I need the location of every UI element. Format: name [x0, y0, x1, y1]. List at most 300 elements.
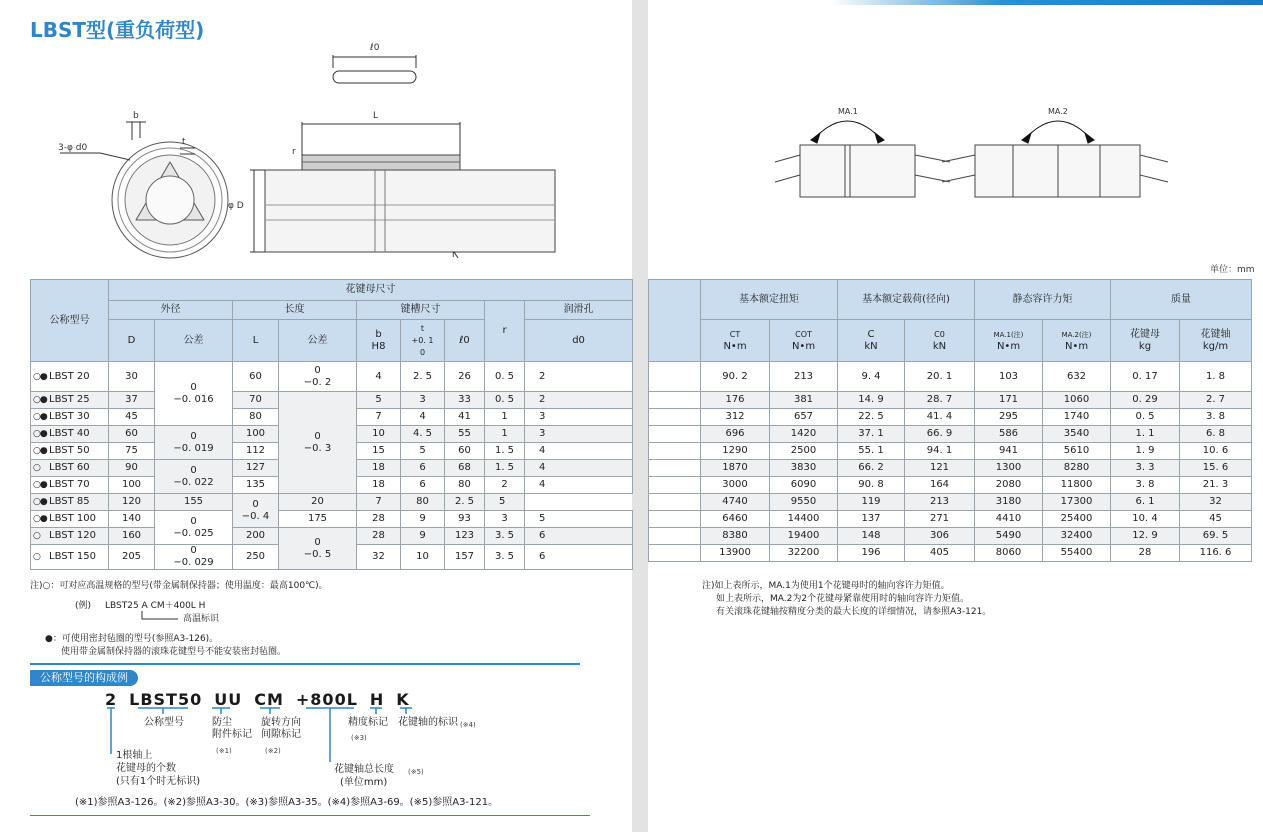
- cell-cot: 9550: [770, 494, 838, 511]
- cell-D: 90: [109, 460, 155, 477]
- header-t-1: t: [420, 323, 425, 333]
- table-row: [31, 392, 633, 409]
- cell-c0: 213: [905, 494, 975, 511]
- cell-tol-L: [279, 392, 357, 494]
- header-D: D: [109, 320, 155, 362]
- header-tol-D: 公差: [155, 320, 233, 362]
- table-row: [649, 460, 1252, 477]
- cell-c: 9. 4: [838, 362, 905, 392]
- page-title: LBST型(重负荷型): [30, 18, 205, 42]
- cell-tol-D-upper: 0: [190, 464, 197, 476]
- cell-c0: 94. 1: [905, 443, 975, 460]
- label-phiD: φ D: [228, 201, 244, 211]
- cell-nut: 1. 1: [1111, 426, 1180, 443]
- cell-ct: 4740: [701, 494, 770, 511]
- cell-c0: 66. 9: [905, 426, 975, 443]
- cell-D: 140: [109, 511, 155, 528]
- cell-cot: 32200: [770, 545, 838, 562]
- label-rot-2: 间隙标记: [261, 729, 301, 740]
- cell-c0: 306: [905, 528, 975, 545]
- header-torque: 基本额定扭矩: [701, 280, 838, 320]
- cell-tol-D-upper: 0: [190, 545, 197, 556]
- cell-D: 120: [109, 494, 155, 511]
- cell-L: 60: [233, 362, 279, 392]
- label-length-1: 花键轴总长度: [334, 764, 394, 775]
- cell-l0: 55: [445, 426, 485, 443]
- cell-d0: 2: [525, 362, 633, 392]
- cell-ma2: 1060: [1043, 392, 1111, 409]
- model-cell: [31, 443, 109, 460]
- label-ma1: MA.1: [838, 107, 858, 116]
- header-moment: 静态容许力矩: [975, 280, 1111, 320]
- table-row: [31, 528, 633, 545]
- header-tol-L: 公差: [279, 320, 357, 362]
- cell-b: 32: [357, 545, 401, 570]
- moment-a2-nut-2: [1058, 145, 1140, 197]
- cell-tol-D: [155, 545, 233, 570]
- cell-b: 18: [357, 477, 401, 494]
- header-lube-hole: 润滑孔: [525, 301, 633, 320]
- label-d0: 3-φ d0: [58, 143, 88, 153]
- cell-D: 60: [109, 426, 155, 443]
- table-row: [31, 494, 633, 511]
- cell-ct: 312: [701, 409, 770, 426]
- cell-tol-L-upper: 0: [314, 430, 321, 442]
- cell-b: 5: [357, 392, 401, 409]
- cell-ct: 13900: [701, 545, 770, 562]
- header-ct: [701, 320, 770, 362]
- cell-d0: 3: [525, 426, 633, 443]
- cell-ct: 6460: [701, 511, 770, 528]
- cell-r: 1: [485, 426, 525, 443]
- cell-tol-D-lower: −0. 025: [173, 527, 214, 539]
- header-ma1-2: N•m: [996, 340, 1021, 352]
- cell-ct: 3000: [701, 477, 770, 494]
- cell-tol-D-lower: −0. 022: [173, 476, 214, 488]
- cell-c: 90. 8: [838, 477, 905, 494]
- cell-tol-D-upper: 0: [190, 515, 197, 527]
- label-dust-2: 附件标记: [212, 729, 252, 740]
- note-ma1: 注)如上表所示，MA.1为使用1个花键母时的轴向容许力矩值。: [702, 581, 950, 591]
- cell-D: 45: [109, 409, 155, 426]
- cell-c: 22. 5: [838, 409, 905, 426]
- header-ma1: [975, 320, 1043, 362]
- label-prec: 精度标记: [348, 717, 388, 728]
- cell-d0: 4: [525, 477, 633, 494]
- cell-t: 6: [401, 460, 445, 477]
- cell-t: 2. 5: [401, 362, 445, 392]
- header-L: L: [233, 320, 279, 362]
- cell-blank: [649, 409, 701, 426]
- cell-ma1: 1300: [975, 460, 1043, 477]
- cell-c0: 20. 1: [905, 362, 975, 392]
- header-shaft-mass-2: kg/m: [1202, 340, 1229, 352]
- cell-tol-L-lower: −0. 2: [303, 376, 332, 388]
- model-mark: ○: [33, 463, 40, 473]
- header-outer-diameter: 外径: [109, 301, 233, 320]
- cell-ma1: 4410: [975, 511, 1043, 528]
- cell-b: 15: [357, 443, 401, 460]
- cell-d0: 5: [525, 511, 633, 528]
- cell-c0: 41. 4: [905, 409, 975, 426]
- cell-nut: 1. 9: [1111, 443, 1180, 460]
- table-row: [649, 362, 1252, 392]
- cell-shaft: 3. 8: [1180, 409, 1252, 426]
- table-row: [649, 392, 1252, 409]
- cell-nut: 0. 29: [1111, 392, 1180, 409]
- section-rule: [30, 663, 580, 665]
- cell-tol-L: [279, 362, 357, 392]
- cell-tol-L-lower: −0. 5: [303, 548, 332, 560]
- code-dust: UU: [214, 690, 243, 709]
- header-t-3: 0: [419, 347, 426, 357]
- cell-c0: 121: [905, 460, 975, 477]
- cell-l0: 41: [445, 409, 485, 426]
- cell-t: 7: [357, 494, 401, 511]
- note-ma2: 如上表所示，MA.2为2个花键母紧靠使用时的轴向容许力矩值。: [716, 594, 970, 604]
- moment-a2-nut-1: [975, 145, 1058, 197]
- model-mark: ○●: [33, 429, 47, 439]
- header-ct-2: N•m: [723, 340, 747, 352]
- model-cell: [31, 426, 109, 443]
- cell-ct: 1290: [701, 443, 770, 460]
- header-nut-mass-2: kg: [1138, 340, 1152, 352]
- cell-nut: 6. 1: [1111, 494, 1180, 511]
- label-shaft-2: (※4): [460, 721, 476, 729]
- header-c0-1: C0: [934, 329, 945, 339]
- cell-ma2: 17300: [1043, 494, 1111, 511]
- cell-shaft: 1. 8: [1180, 362, 1252, 392]
- bottom-rule: [30, 815, 590, 816]
- cell-ma2: 55400: [1043, 545, 1111, 562]
- cell-blank: [649, 443, 701, 460]
- cell-D: 30: [109, 362, 155, 392]
- cell-L: 70: [233, 392, 279, 409]
- model-cell: [31, 545, 109, 570]
- note-example-code: LBST25 A CM＋400L H: [105, 601, 206, 611]
- cell-L: 200: [233, 528, 279, 545]
- cell-L: 250: [233, 545, 279, 570]
- cell-d0: 2: [525, 392, 633, 409]
- model-cell: [31, 528, 109, 545]
- cell-ma1: 3180: [975, 494, 1043, 511]
- cell-b: 28: [357, 528, 401, 545]
- cell-c: 66. 2: [838, 460, 905, 477]
- cell-t: 3: [401, 392, 445, 409]
- cell-t: 5: [401, 443, 445, 460]
- code-qty: 2: [105, 690, 118, 709]
- cell-ct: 90. 2: [701, 362, 770, 392]
- label-qty-3: (只有1个时无标识): [116, 776, 201, 787]
- header-mass: 质量: [1111, 280, 1252, 320]
- model-name: LBST 30: [49, 411, 90, 422]
- header-cot-2: N•m: [791, 340, 816, 352]
- header-shaft-mass: [1180, 320, 1252, 362]
- table-row: [649, 426, 1252, 443]
- note-seal-2: 使用带金属制保持器的滚珠花键型号不能安装密封毡圈。: [61, 647, 287, 657]
- cell-ma1: 5490: [975, 528, 1043, 545]
- header-b: [357, 320, 401, 362]
- cell-blank: [649, 392, 701, 409]
- cell-ma1: 171: [975, 392, 1043, 409]
- cell-ma1: 2080: [975, 477, 1043, 494]
- cell-tol-D: [155, 511, 233, 545]
- cell-D: 37: [109, 392, 155, 409]
- cell-d0: 4: [525, 443, 633, 460]
- cell-l0: 26: [445, 362, 485, 392]
- header-t-2: +0. 1: [411, 335, 434, 345]
- dimension-table: [30, 279, 633, 570]
- cell-c: 14. 9: [838, 392, 905, 409]
- label-length-1b: (※5): [408, 768, 424, 776]
- model-cell: [31, 477, 109, 494]
- cell-cot: 381: [770, 392, 838, 409]
- cell-tol-L: [233, 494, 279, 528]
- key-shape: [333, 71, 416, 83]
- header-d0: d0: [525, 320, 633, 362]
- cell-l0: 93: [445, 511, 485, 528]
- cell-ma1: 586: [975, 426, 1043, 443]
- label-qty-2: 花键母的个数: [116, 763, 176, 774]
- cell-r: 1. 5: [485, 443, 525, 460]
- cell-l0: 80: [401, 494, 445, 511]
- cell-tol-L-lower: −0. 4: [241, 510, 270, 522]
- header-c-2: kN: [864, 340, 878, 352]
- nut-body: [265, 170, 555, 252]
- cell-r: 0. 5: [485, 362, 525, 392]
- reference-list: (※1)参照A3-126。(※2)参照A3-30。(※3)参照A3-35。(※4)参照A3-69。(※5)参照A3-121。: [75, 797, 499, 808]
- cell-c: 148: [838, 528, 905, 545]
- model-mark: ○●: [33, 446, 47, 456]
- cell-c0: 405: [905, 545, 975, 562]
- label-L: L: [373, 111, 379, 121]
- cell-D: 75: [109, 443, 155, 460]
- header-nut-dimensions: 花键母尺寸: [109, 280, 633, 301]
- cell-ma2: 32400: [1043, 528, 1111, 545]
- cell-b: 18: [357, 460, 401, 477]
- header-blank: [649, 280, 701, 362]
- cell-tol-L: [279, 528, 357, 570]
- cell-c: 196: [838, 545, 905, 562]
- header-ma2-1: MA.2(注): [1061, 330, 1092, 339]
- model-mark: ○●: [33, 412, 47, 422]
- code-model: LBST50: [129, 690, 203, 709]
- cell-ct: 176: [701, 392, 770, 409]
- header-c0: [905, 320, 975, 362]
- code-prec: H: [369, 690, 385, 709]
- model-name: LBST 20: [49, 370, 90, 382]
- cell-tol-D: [155, 460, 233, 494]
- model-mark: ○: [33, 531, 40, 541]
- cell-r: 2. 5: [445, 494, 485, 511]
- cell-r: 0. 5: [485, 392, 525, 409]
- cell-nut: 3. 3: [1111, 460, 1180, 477]
- cell-l0: 157: [445, 545, 485, 570]
- note-example-mark: 高温标识: [183, 614, 220, 624]
- model-mark: ○●: [33, 395, 47, 405]
- cell-r: 2: [485, 477, 525, 494]
- header-length: 长度: [233, 301, 357, 320]
- model-mark: ○●: [33, 480, 47, 490]
- model-cell: [31, 511, 109, 528]
- header-ma2: [1043, 320, 1111, 362]
- cell-blank: [649, 511, 701, 528]
- cell-tol-D: [155, 426, 233, 460]
- header-c: [838, 320, 905, 362]
- cell-tol-D-lower: −0. 029: [173, 557, 214, 568]
- table-row: [649, 545, 1252, 562]
- cell-c: 119: [838, 494, 905, 511]
- cell-l0: 80: [445, 477, 485, 494]
- cell-blank: [649, 426, 701, 443]
- cell-l0: 60: [445, 443, 485, 460]
- header-shaft-mass-1: 花键轴: [1200, 328, 1231, 340]
- note-length: 有关滚珠花键轴按精度分类的最大长度的详细情况，请参照A3-121。: [716, 607, 992, 617]
- cell-nut: 10. 4: [1111, 511, 1180, 528]
- cell-cot: 6090: [770, 477, 838, 494]
- cell-tol-L-upper: 0: [314, 536, 321, 548]
- cell-r: 3. 5: [485, 528, 525, 545]
- cell-nut: 3. 8: [1111, 477, 1180, 494]
- cell-cot: 1420: [770, 426, 838, 443]
- header-load: 基本额定载荷(径向): [838, 280, 975, 320]
- header-b-1: b: [375, 328, 382, 340]
- label-t: t: [182, 137, 186, 147]
- cell-shaft: 116. 6: [1180, 545, 1252, 562]
- cell-tol-D-upper: 0: [190, 430, 197, 442]
- section-heading: 公称型号的构成例: [30, 670, 138, 686]
- table-row: [649, 494, 1252, 511]
- model-mark: ○: [33, 552, 40, 562]
- cell-blank: [649, 362, 701, 392]
- cell-t: 4: [401, 409, 445, 426]
- cell-d0: 3: [525, 409, 633, 426]
- cell-L: 127: [233, 460, 279, 477]
- model-cell: [31, 460, 109, 477]
- table-row: [649, 477, 1252, 494]
- cell-shaft: 69. 5: [1180, 528, 1252, 545]
- cell-c0: 271: [905, 511, 975, 528]
- cell-shaft: 45: [1180, 511, 1252, 528]
- cell-cot: 19400: [770, 528, 838, 545]
- note-example-leader: [140, 611, 180, 625]
- cell-c0: 28. 7: [905, 392, 975, 409]
- header-c0-2: kN: [932, 340, 947, 352]
- cell-L: 112: [233, 443, 279, 460]
- model-name: LBST 150: [49, 551, 96, 562]
- cell-tol-L-lower: −0. 3: [303, 442, 332, 454]
- label-dust-3: (※1): [216, 747, 232, 755]
- model-cell: [31, 392, 109, 409]
- spline-nut-drawing: [40, 30, 560, 260]
- cell-nut: 0. 17: [1111, 362, 1180, 392]
- cell-t: 4. 5: [401, 426, 445, 443]
- label-b: b: [133, 111, 139, 121]
- cell-ma1: 103: [975, 362, 1043, 392]
- cell-shaft: 2. 7: [1180, 392, 1252, 409]
- header-l0: ℓ0: [445, 320, 485, 362]
- cell-ma1: 941: [975, 443, 1043, 460]
- table-row: [31, 511, 633, 528]
- cell-tol-D-lower: −0. 019: [173, 442, 214, 454]
- model-name: LBST 40: [49, 428, 90, 439]
- model-mark: ○●: [33, 371, 47, 382]
- model-cell: [31, 494, 109, 511]
- page-gutter: [632, 0, 648, 832]
- model-mark: ○●: [33, 497, 47, 507]
- cell-nut: 0. 5: [1111, 409, 1180, 426]
- label-length-2: (单位mm): [340, 777, 388, 788]
- unit-label: 单位：mm: [1210, 265, 1255, 275]
- model-name: LBST 60: [49, 462, 90, 473]
- header-model: 公称型号: [31, 280, 109, 362]
- header-r: r: [485, 301, 525, 362]
- cell-c0: 164: [905, 477, 975, 494]
- cell-d0: 4: [525, 460, 633, 477]
- note-seal: ●：可使用密封毡圈的型号(参照A3-126)。: [45, 634, 219, 644]
- model-cell: [31, 362, 109, 392]
- cell-l0: 68: [445, 460, 485, 477]
- cell-t: 9: [401, 528, 445, 545]
- table-row: [649, 409, 1252, 426]
- label-ma2: MA.2: [1048, 107, 1068, 116]
- cell-cot: 14400: [770, 511, 838, 528]
- cell-shaft: 15. 6: [1180, 460, 1252, 477]
- cell-ma2: 8280: [1043, 460, 1111, 477]
- model-mark: ○●: [33, 514, 47, 524]
- cell-shaft: 6. 8: [1180, 426, 1252, 443]
- table-row: [31, 362, 633, 392]
- cell-L: 100: [233, 426, 279, 443]
- cell-c: 137: [838, 511, 905, 528]
- header-c-1: C: [867, 328, 875, 340]
- header-keyway: 键槽尺寸: [357, 301, 485, 320]
- cell-t: 10: [401, 545, 445, 570]
- cell-L: 155: [155, 494, 233, 511]
- label-prec-2: (※3): [351, 734, 367, 742]
- cell-blank: [649, 477, 701, 494]
- model-name: LBST 120: [49, 530, 96, 541]
- cell-L: 175: [279, 511, 357, 528]
- cell-l0: 33: [445, 392, 485, 409]
- code-rot: CM: [254, 690, 284, 709]
- cell-blank: [649, 494, 701, 511]
- cell-tol-L-upper: 0: [252, 498, 259, 510]
- cell-ma2: 11800: [1043, 477, 1111, 494]
- cell-r: 1. 5: [485, 460, 525, 477]
- header-cot-1: COT: [795, 329, 812, 339]
- cell-ma2: 632: [1043, 362, 1111, 392]
- label-l0: ℓ0: [370, 43, 380, 53]
- model-name: LBST 85: [49, 496, 90, 507]
- cell-cot: 2500: [770, 443, 838, 460]
- model-cell: [31, 409, 109, 426]
- cell-r: 3: [485, 511, 525, 528]
- cell-ma2: 3540: [1043, 426, 1111, 443]
- cell-ma2: 25400: [1043, 511, 1111, 528]
- cell-cot: 213: [770, 362, 838, 392]
- cell-nut: 12. 9: [1111, 528, 1180, 545]
- label-rot-1: 旋转方向: [261, 717, 301, 728]
- code-shaft: K: [396, 690, 410, 709]
- cell-shaft: 32: [1180, 494, 1252, 511]
- cell-D: 100: [109, 477, 155, 494]
- cell-tol-D: [155, 362, 233, 426]
- header-cot: [770, 320, 838, 362]
- cell-D: 205: [109, 545, 155, 570]
- model-name: LBST 50: [49, 445, 90, 456]
- cell-shaft: 10. 6: [1180, 443, 1252, 460]
